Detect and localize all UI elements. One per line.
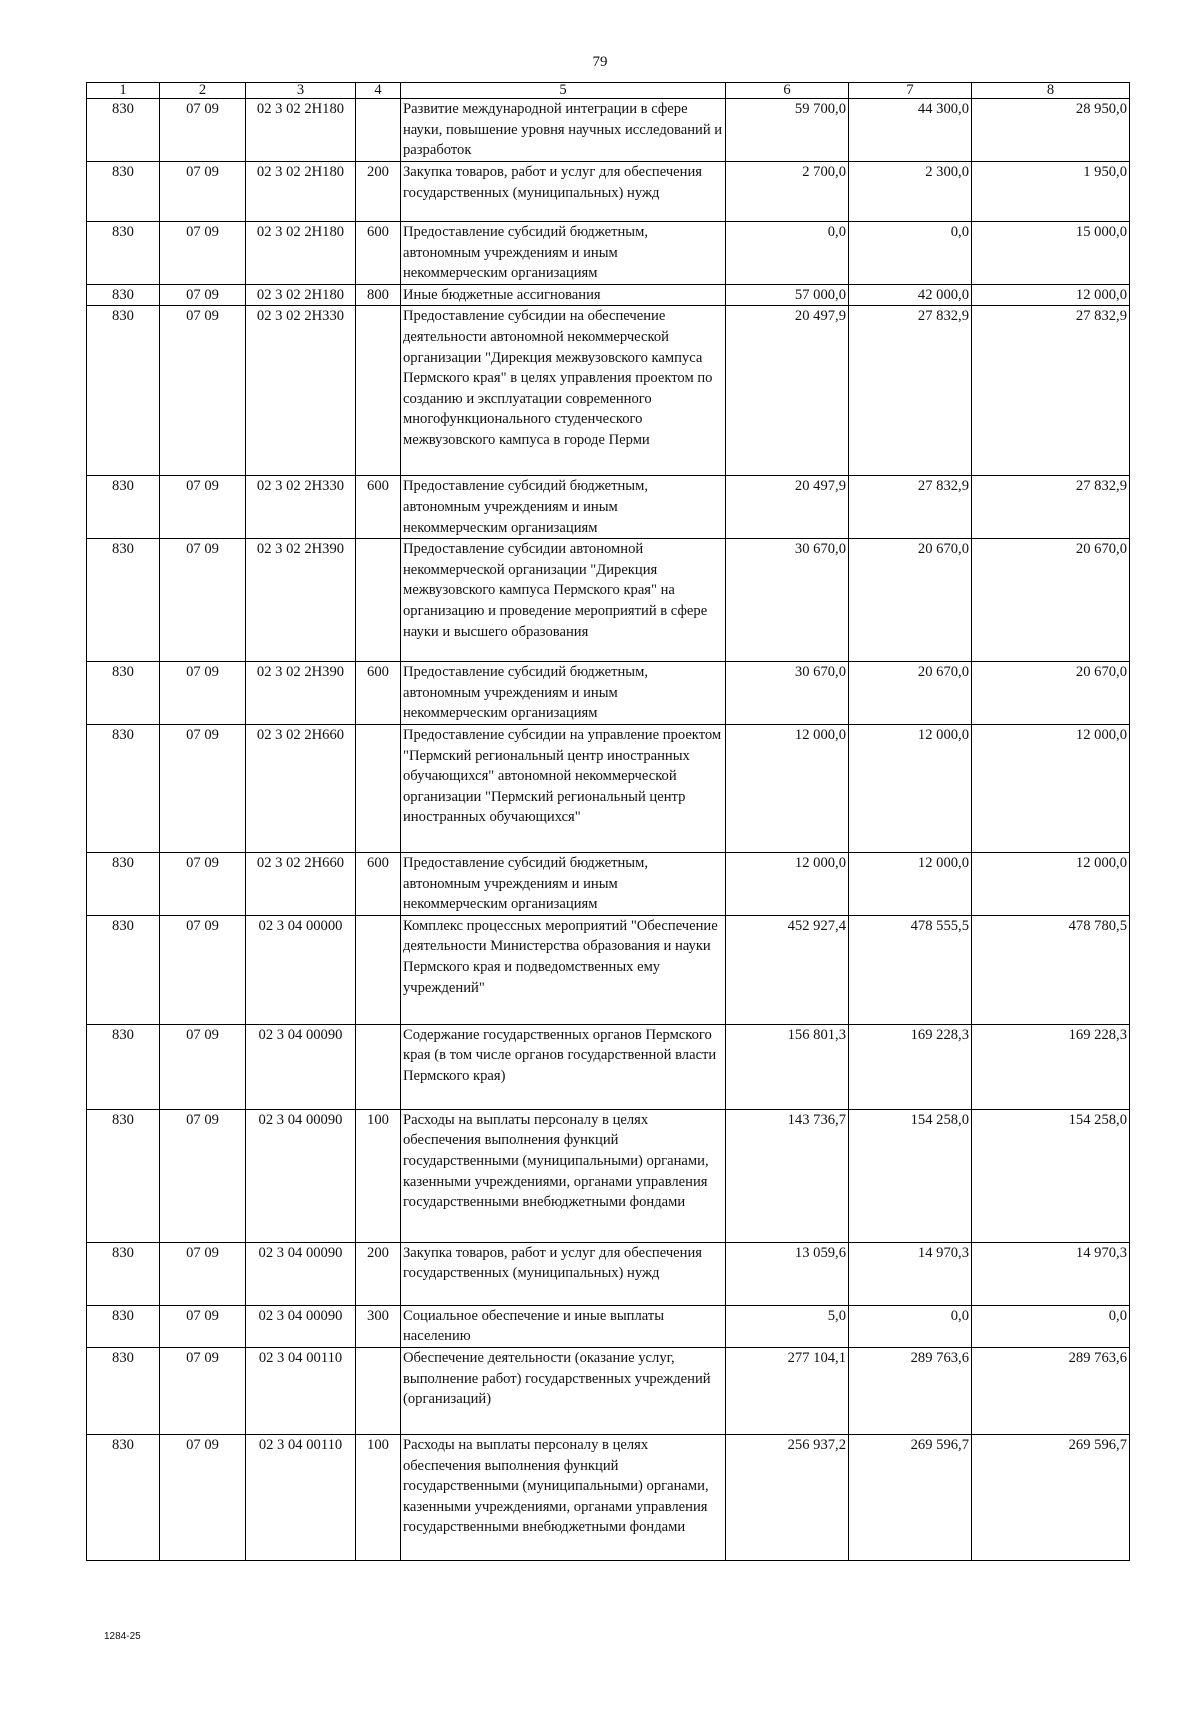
expense-kind-cell: 600 [356,222,401,285]
expense-kind-cell [356,539,401,662]
amount-year3-cell: 20 670,0 [972,662,1130,725]
section-code-cell: 07 09 [160,1434,246,1560]
amount-year2-cell: 289 763,6 [849,1347,972,1434]
item-name-cell: Предоставление субсидии на обеспечение деятельности автономной некоммерческой организации "Дирекция межвузовского кампуса Пермского края" в целях управления проектом по созданию и эксплуатации современного многофункционального студенческого межвузовского кампуса в городе Перми [401,306,726,476]
admin-code-cell: 830 [87,1305,160,1347]
amount-year3-cell: 0,0 [972,1305,1130,1347]
amount-year3-cell: 27 832,9 [972,306,1130,476]
amount-year2-cell: 20 670,0 [849,662,972,725]
admin-code-cell: 830 [87,1109,160,1242]
section-code-cell: 07 09 [160,915,246,1024]
amount-year1-cell: 20 497,9 [726,476,849,539]
amount-year1-cell: 59 700,0 [726,99,849,162]
admin-code-cell: 830 [87,539,160,662]
target-article-cell: 02 3 02 2Н330 [246,306,356,476]
admin-code-cell: 830 [87,99,160,162]
amount-year2-cell: 154 258,0 [849,1109,972,1242]
amount-year1-cell: 0,0 [726,222,849,285]
item-name-cell: Развитие международной интеграции в сфере науки, повышение уровня научных исследований и разработок [401,99,726,162]
amount-year3-cell: 14 970,3 [972,1242,1130,1305]
admin-code-cell: 830 [87,162,160,222]
document-code: 1284-25 [104,1631,141,1642]
budget-table [86,82,1130,1561]
amount-year1-cell: 13 059,6 [726,1242,849,1305]
column-header: 4 [356,83,401,99]
target-article-cell: 02 3 04 00090 [246,1109,356,1242]
target-article-cell: 02 3 02 2Н180 [246,99,356,162]
amount-year3-cell: 28 950,0 [972,99,1130,162]
amount-year2-cell: 0,0 [849,222,972,285]
item-name-cell: Комплекс процессных мероприятий "Обеспечение деятельности Министерства образования и науки Пермского края и подведомственных ему учреждений" [401,915,726,1024]
item-name-cell: Содержание государственных органов Пермского края (в том числе органов государственной власти Пермского края) [401,1024,726,1109]
amount-year1-cell: 256 937,2 [726,1434,849,1560]
expense-kind-cell: 100 [356,1434,401,1560]
table-row [87,1347,1130,1434]
expense-kind-cell [356,306,401,476]
table-row [87,99,1130,162]
section-code-cell: 07 09 [160,1024,246,1109]
item-name-cell: Предоставление субсидий бюджетным, автономным учреждениям и иным некоммерческим организациям [401,222,726,285]
item-name-cell: Предоставление субсидий бюджетным, автономным учреждениям и иным некоммерческим организациям [401,852,726,915]
expense-kind-cell [356,915,401,1024]
amount-year2-cell: 12 000,0 [849,724,972,852]
target-article-cell: 02 3 04 00000 [246,915,356,1024]
target-article-cell: 02 3 02 2Н180 [246,162,356,222]
amount-year1-cell: 12 000,0 [726,852,849,915]
column-header: 1 [87,83,160,99]
admin-code-cell: 830 [87,1434,160,1560]
section-code-cell: 07 09 [160,99,246,162]
expense-kind-cell: 600 [356,476,401,539]
table-row [87,284,1130,306]
amount-year3-cell: 12 000,0 [972,284,1130,306]
column-header: 6 [726,83,849,99]
target-article-cell: 02 3 04 00090 [246,1024,356,1109]
amount-year3-cell: 478 780,5 [972,915,1130,1024]
admin-code-cell: 830 [87,662,160,725]
admin-code-cell: 830 [87,1347,160,1434]
target-article-cell: 02 3 02 2Н660 [246,724,356,852]
section-code-cell: 07 09 [160,724,246,852]
amount-year3-cell: 15 000,0 [972,222,1130,285]
amount-year1-cell: 277 104,1 [726,1347,849,1434]
target-article-cell: 02 3 04 00090 [246,1242,356,1305]
table-row [87,306,1130,476]
item-name-cell: Предоставление субсидии на управление проектом "Пермский региональный центр иностранных обучающихся" автономной некоммерческой организации "Пермский региональный центр иностранных обучающихся" [401,724,726,852]
amount-year3-cell: 20 670,0 [972,539,1130,662]
table-row [87,1109,1130,1242]
target-article-cell: 02 3 02 2Н390 [246,539,356,662]
target-article-cell: 02 3 04 00110 [246,1347,356,1434]
column-header: 2 [160,83,246,99]
item-name-cell: Предоставление субсидий бюджетным, автономным учреждениям и иным некоммерческим организациям [401,476,726,539]
amount-year2-cell: 0,0 [849,1305,972,1347]
admin-code-cell: 830 [87,284,160,306]
table-row [87,852,1130,915]
amount-year2-cell: 27 832,9 [849,306,972,476]
target-article-cell: 02 3 02 2Н180 [246,284,356,306]
item-name-cell: Закупка товаров, работ и услуг для обеспечения государственных (муниципальных) нужд [401,162,726,222]
amount-year1-cell: 30 670,0 [726,539,849,662]
amount-year3-cell: 12 000,0 [972,724,1130,852]
admin-code-cell: 830 [87,222,160,285]
section-code-cell: 07 09 [160,306,246,476]
expense-kind-cell [356,1347,401,1434]
item-name-cell: Расходы на выплаты персоналу в целях обеспечения выполнения функций государственными (муниципальными) органами, казенными учреждениями, органами управления государственными внебюджетными фондами [401,1109,726,1242]
table-row [87,162,1130,222]
amount-year3-cell: 12 000,0 [972,852,1130,915]
amount-year2-cell: 14 970,3 [849,1242,972,1305]
expense-kind-cell: 200 [356,1242,401,1305]
amount-year1-cell: 5,0 [726,1305,849,1347]
amount-year1-cell: 12 000,0 [726,724,849,852]
section-code-cell: 07 09 [160,222,246,285]
section-code-cell: 07 09 [160,1242,246,1305]
table-row [87,915,1130,1024]
expense-kind-cell: 200 [356,162,401,222]
amount-year1-cell: 2 700,0 [726,162,849,222]
section-code-cell: 07 09 [160,1109,246,1242]
expense-kind-cell: 100 [356,1109,401,1242]
target-article-cell: 02 3 02 2Н180 [246,222,356,285]
section-code-cell: 07 09 [160,852,246,915]
section-code-cell: 07 09 [160,284,246,306]
amount-year2-cell: 169 228,3 [849,1024,972,1109]
header-row [87,83,1130,99]
amount-year1-cell: 143 736,7 [726,1109,849,1242]
admin-code-cell: 830 [87,476,160,539]
section-code-cell: 07 09 [160,162,246,222]
amount-year2-cell: 27 832,9 [849,476,972,539]
item-name-cell: Социальное обеспечение и иные выплаты населению [401,1305,726,1347]
amount-year1-cell: 30 670,0 [726,662,849,725]
amount-year1-cell: 20 497,9 [726,306,849,476]
table-row [87,476,1130,539]
amount-year2-cell: 2 300,0 [849,162,972,222]
amount-year3-cell: 1 950,0 [972,162,1130,222]
admin-code-cell: 830 [87,1024,160,1109]
amount-year2-cell: 42 000,0 [849,284,972,306]
column-header: 5 [401,83,726,99]
target-article-cell: 02 3 04 00110 [246,1434,356,1560]
amount-year3-cell: 269 596,7 [972,1434,1130,1560]
column-header: 7 [849,83,972,99]
page-number: 79 [592,54,608,70]
admin-code-cell: 830 [87,1242,160,1305]
item-name-cell: Предоставление субсидий бюджетным, автономным учреждениям и иным некоммерческим организациям [401,662,726,725]
table-row [87,1305,1130,1347]
item-name-cell: Расходы на выплаты персоналу в целях обеспечения выполнения функций государственными (муниципальными) органами, казенными учреждениями, органами управления государственными внебюджетными фондами [401,1434,726,1560]
expense-kind-cell: 300 [356,1305,401,1347]
section-code-cell: 07 09 [160,1347,246,1434]
amount-year2-cell: 12 000,0 [849,852,972,915]
target-article-cell: 02 3 02 2Н390 [246,662,356,725]
item-name-cell: Закупка товаров, работ и услуг для обеспечения государственных (муниципальных) нужд [401,1242,726,1305]
amount-year2-cell: 478 555,5 [849,915,972,1024]
section-code-cell: 07 09 [160,662,246,725]
amount-year3-cell: 154 258,0 [972,1109,1130,1242]
table-row [87,222,1130,285]
target-article-cell: 02 3 02 2Н330 [246,476,356,539]
table-row [87,1242,1130,1305]
expense-kind-cell [356,99,401,162]
admin-code-cell: 830 [87,852,160,915]
table-body [87,99,1130,1561]
admin-code-cell: 830 [87,306,160,476]
amount-year1-cell: 156 801,3 [726,1024,849,1109]
amount-year2-cell: 20 670,0 [849,539,972,662]
item-name-cell: Предоставление субсидии автономной некоммерческой организации "Дирекция межвузовского кампуса Пермского края" на организацию и проведение мероприятий в сфере науки и высшего образования [401,539,726,662]
section-code-cell: 07 09 [160,476,246,539]
section-code-cell: 07 09 [160,539,246,662]
item-name-cell: Иные бюджетные ассигнования [401,284,726,306]
expense-kind-cell [356,1024,401,1109]
expense-kind-cell: 800 [356,284,401,306]
expense-kind-cell: 600 [356,852,401,915]
table-row [87,539,1130,662]
expense-kind-cell: 600 [356,662,401,725]
admin-code-cell: 830 [87,724,160,852]
amount-year2-cell: 269 596,7 [849,1434,972,1560]
amount-year3-cell: 169 228,3 [972,1024,1130,1109]
section-code-cell: 07 09 [160,1305,246,1347]
expense-kind-cell [356,724,401,852]
table-row [87,1024,1130,1109]
amount-year3-cell: 289 763,6 [972,1347,1130,1434]
table-row [87,1434,1130,1560]
amount-year2-cell: 44 300,0 [849,99,972,162]
admin-code-cell: 830 [87,915,160,1024]
column-header: 8 [972,83,1130,99]
target-article-cell: 02 3 04 00090 [246,1305,356,1347]
table-row [87,662,1130,725]
amount-year1-cell: 452 927,4 [726,915,849,1024]
table-row [87,724,1130,852]
item-name-cell: Обеспечение деятельности (оказание услуг, выполнение работ) государственных учреждений (организаций) [401,1347,726,1434]
column-header: 3 [246,83,356,99]
amount-year3-cell: 27 832,9 [972,476,1130,539]
amount-year1-cell: 57 000,0 [726,284,849,306]
target-article-cell: 02 3 02 2Н660 [246,852,356,915]
